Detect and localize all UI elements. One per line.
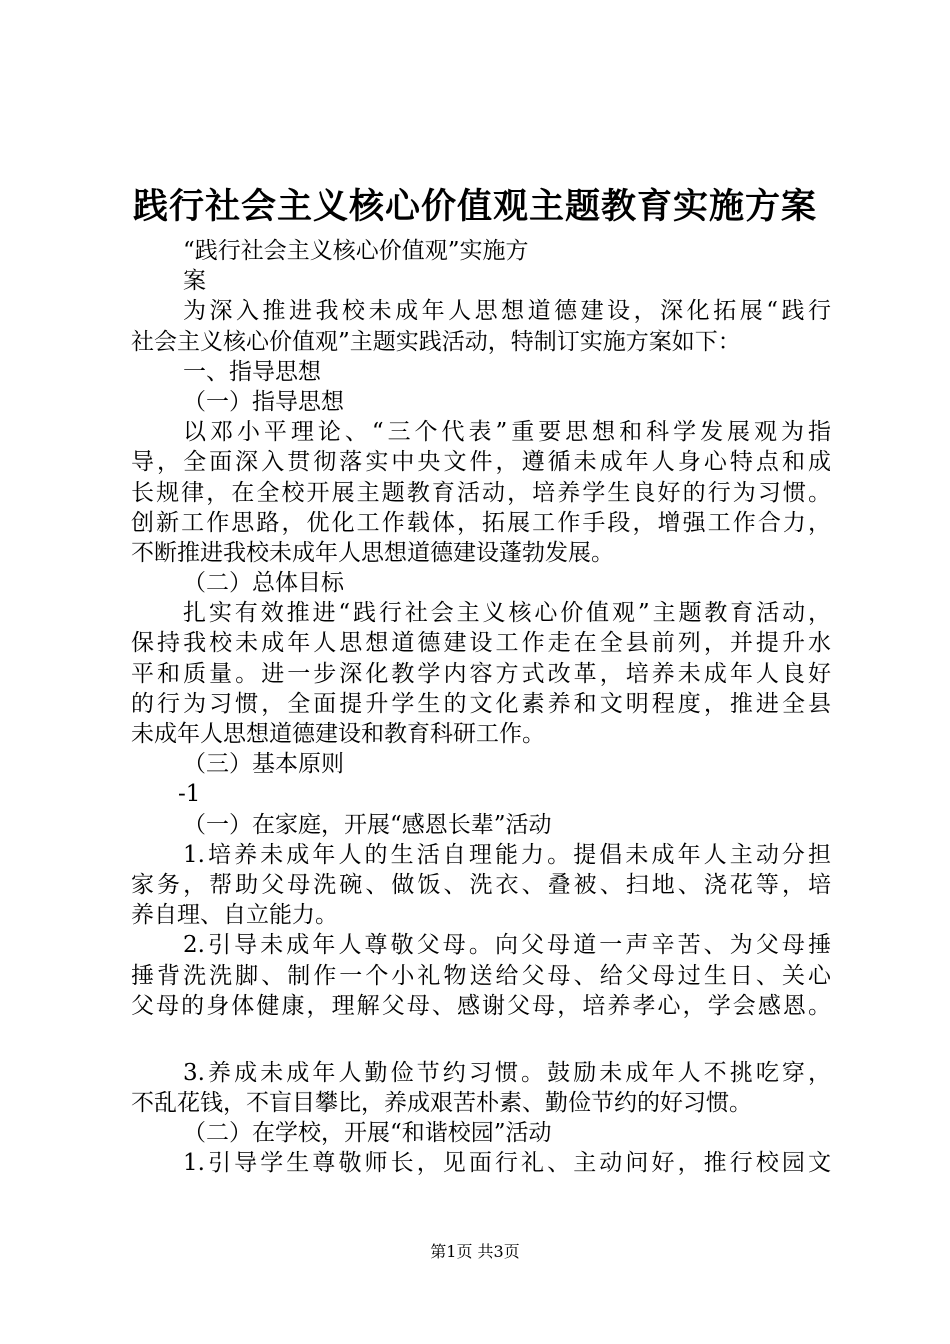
paragraph-line: 不断推进我校未成年人思想道德建设蓬勃发展。 xyxy=(131,539,614,566)
paragraph-line: 1.引导学生尊敬师长，见面行礼、主动问好，推行校园文 xyxy=(183,1150,831,1177)
paragraph-line: 扎实有效推进“践行社会主义核心价值观”主题教育活动， xyxy=(183,600,831,627)
paragraph-gap xyxy=(131,1021,831,1058)
subsection-heading: （二）在学校，开展“和谐校园”活动 xyxy=(183,1120,552,1147)
paragraph-line: 未成年人思想道德建设和教育科研工作。 xyxy=(131,721,545,747)
paragraph-line: 的行为习惯，全面提升学生的文化素养和文明程度，推进全县 xyxy=(131,690,831,717)
subsection-heading: （三）基本原则 xyxy=(183,751,344,778)
subtitle-line: “践行社会主义核心价值观”实施方 xyxy=(183,238,529,264)
subsection-heading: （二）总体目标 xyxy=(183,570,344,597)
paragraph-line: 保持我校未成年人思想道德建设工作走在全县前列，并提升水 xyxy=(131,630,831,657)
paragraph-line: 社会主义核心价值观”主题实践活动，特制订实施方案如下： xyxy=(131,328,741,355)
paragraph-line: 为深入推进我校未成年人思想道德建设，深化拓展“践行 xyxy=(183,298,831,325)
paragraph-line: 以邓小平理论、“三个代表”重要思想和科学发展观为指 xyxy=(183,419,831,446)
section-heading: 一、指导思想 xyxy=(183,358,321,385)
paragraph-line: 父母的身体健康，理解父母、感谢父母，培养孝心，学会感恩。 xyxy=(131,992,831,1019)
paragraph-line: 捶背洗洗脚、制作一个小礼物送给父母、给父母过生日、关心 xyxy=(131,962,831,989)
subtitle-line: 案 xyxy=(183,268,206,295)
paragraph-line: 平和质量。进一步深化教学内容方式改革，培养未成年人良好 xyxy=(131,660,831,687)
paragraph-line: 2.引导未成年人尊敬父母。向父母道一声辛苦、为父母捶 xyxy=(183,932,831,959)
paragraph-line: 家务，帮助父母洗碗、做饭、洗衣、叠被、扫地、浇花等，培 xyxy=(131,871,831,898)
paragraph-line: 不乱花钱，不盲目攀比，养成艰苦朴素、勤俭节约的好习惯。 xyxy=(131,1090,752,1117)
paragraph-line: 1.培养未成年人的生活自理能力。提倡未成年人主动分担 xyxy=(183,841,831,868)
paragraph-line: 长规律，在全校开展主题教育活动，培养学生良好的行为习惯。 xyxy=(131,479,831,506)
document-body xyxy=(131,236,831,1179)
document-title: 践行社会主义核心价值观主题教育实施方案 xyxy=(132,186,817,227)
page-marker: -1 xyxy=(178,781,201,808)
paragraph-line: 创新工作思路，优化工作载体，拓展工作手段，增强工作合力， xyxy=(131,509,831,536)
subsection-heading: （一）在家庭，开展“感恩长辈”活动 xyxy=(183,811,552,838)
paragraph-line: 3.养成未成年人勤俭节约习惯。鼓励未成年人不挑吃穿， xyxy=(183,1059,831,1086)
paragraph-line: 养自理、自立能力。 xyxy=(131,902,338,929)
subsection-heading: （一）指导思想 xyxy=(183,388,344,415)
page-footer: 第1页 共3页 xyxy=(430,1242,520,1261)
paragraph-line: 导，全面深入贯彻落实中央文件，遵循未成年人身心特点和成 xyxy=(131,449,831,476)
